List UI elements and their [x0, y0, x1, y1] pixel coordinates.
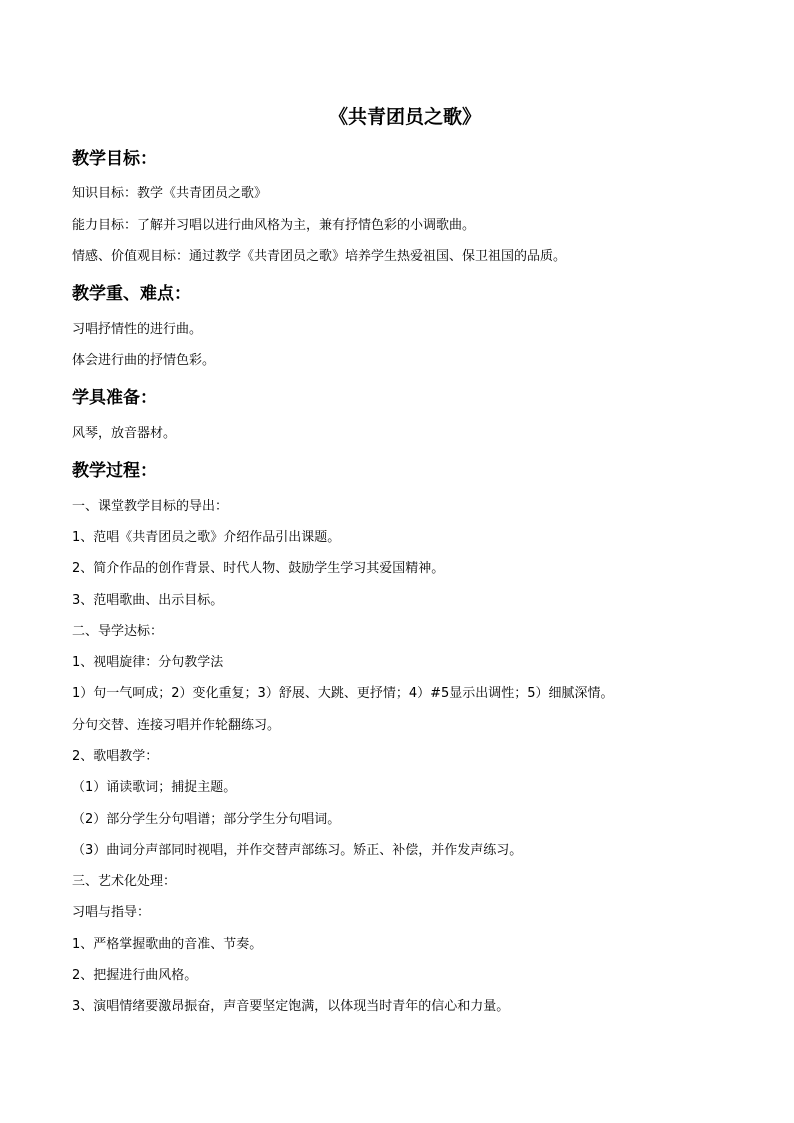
- key-point-line: 体会进行曲的抒情色彩。: [72, 353, 216, 368]
- section-heading-materials: 学具准备：: [72, 388, 157, 408]
- process-line: 1、视唱旋律：分句教学法: [72, 655, 224, 670]
- process-line: 2、把握进行曲风格。: [72, 968, 198, 983]
- process-line: 二、导学达标：: [72, 624, 164, 639]
- key-point-line: 习唱抒情性的进行曲。: [72, 322, 203, 337]
- process-line: 2、歌唱教学：: [72, 749, 159, 764]
- process-line: 1）句一气呵成；2）变化重复；3）舒展、大跳、更抒情；4）#5显示出调性；5）细腻深情。: [72, 686, 614, 701]
- section-heading-process: 教学过程：: [72, 461, 157, 481]
- process-line: 一、课堂教学目标的导出：: [72, 499, 229, 514]
- objective-knowledge: 知识目标：教学《共青团员之歌》: [72, 186, 268, 201]
- process-line: 习唱与指导：: [72, 905, 151, 920]
- process-line: 2、简介作品的创作背景、时代人物、鼓励学生学习其爱国精神。: [72, 561, 445, 576]
- process-line: 3、演唱情绪要激昂振奋，声音要坚定饱满，以体现当时青年的信心和力量。: [72, 999, 510, 1014]
- section-heading-objectives: 教学目标：: [72, 149, 157, 169]
- materials-line: 风琴，放音器材。: [72, 426, 177, 441]
- process-line: 三、艺术化处理：: [72, 874, 177, 889]
- process-line: 1、严格掌握歌曲的音准、节奏。: [72, 937, 263, 952]
- process-line: 1、范唱《共青团员之歌》介绍作品引出课题。: [72, 530, 341, 545]
- objective-emotion: 情感、价值观目标：通过教学《共青团员之歌》培养学生热爱祖国、保卫祖国的品质。: [72, 249, 567, 264]
- process-line: 分句交替、连接习唱并作轮翻练习。: [72, 718, 281, 733]
- document-title: 《共青团员之歌》: [328, 106, 481, 128]
- process-line: （1）诵读歌词；捕捉主题。: [72, 780, 237, 795]
- process-line: （2）部分学生分句唱谱；部分学生分句唱词。: [72, 812, 341, 827]
- process-line: 3、范唱歌曲、出示目标。: [72, 593, 224, 608]
- process-line: （3）曲词分声部同时视唱，并作交替声部练习。矫正、补偿，并作发声练习。: [72, 843, 523, 858]
- section-heading-key-points: 教学重、难点：: [72, 284, 191, 304]
- objective-ability: 能力目标：了解并习唱以进行曲风格为主，兼有抒情色彩的小调歌曲。: [72, 218, 476, 233]
